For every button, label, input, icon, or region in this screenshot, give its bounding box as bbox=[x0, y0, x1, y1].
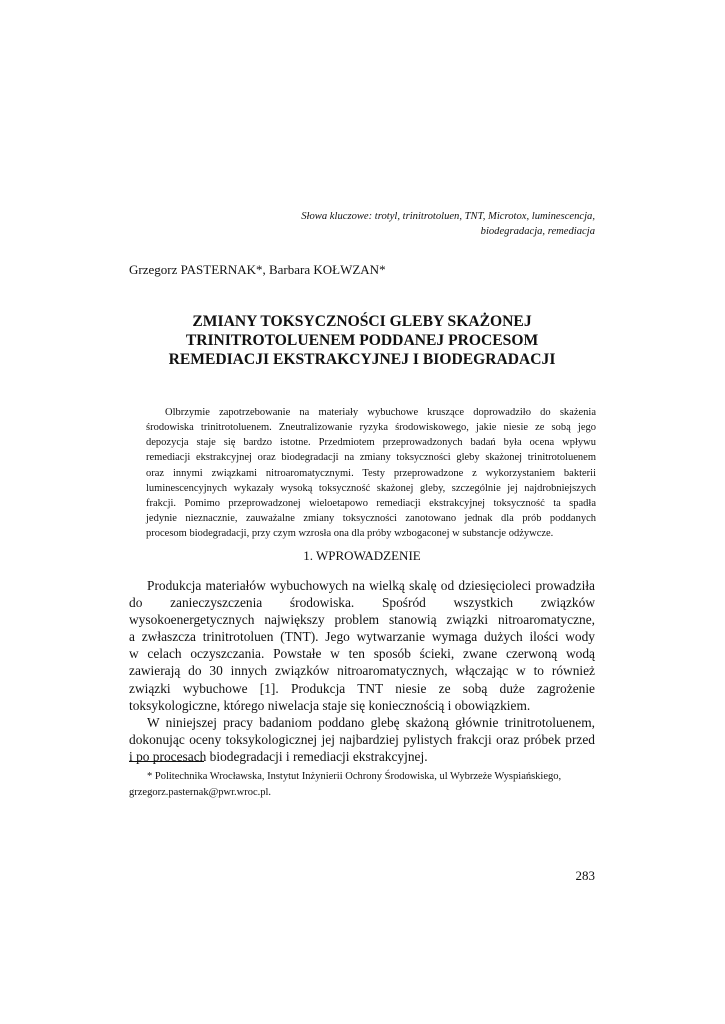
title-line: TRINITROTOLUENEM PODDANEJ PROCESOM bbox=[185, 332, 539, 349]
abstract-line: jedynie nieznacznie, zauważalne zmiany toksyczności zanotowano jednak dla prób poddanych bbox=[146, 513, 596, 525]
body-line: W niniejszej pracy badaniom poddano glebę skażoną głównie trinitrotoluenem, bbox=[147, 714, 595, 730]
keywords-line: Słowa kluczowe: trotyl, trinitrotoluen, TNT, Microtox, luminescencja, bbox=[301, 211, 595, 222]
body-line: a zwłaszcza trinitrotoluen (TNT). Jego wytwarzanie wymaga dużych ilości wody bbox=[129, 629, 595, 645]
footnote-divider bbox=[129, 761, 204, 762]
abstract-line: luminescencyjnych wykazały wysoką toksyczność skażonej gleby, szczególnie jej najdrobniejszych bbox=[146, 482, 596, 494]
abstract-line: depozycja staje się bardzo istotne. Przedmiotem przeprowadzonych badań była ocena wpływu bbox=[146, 437, 596, 449]
authors: Grzegorz PASTERNAK*, Barbara KOŁWZAN* bbox=[129, 262, 386, 277]
title-line: REMEDIACJI EKSTRAKCYJNEJ I BIODEGRADACJI bbox=[168, 351, 556, 368]
page-number: 283 bbox=[575, 868, 595, 883]
body-line: wysokoenergetycznych największy problem stanowią związki nitroaromatyczne, bbox=[129, 612, 595, 628]
section-heading: 1. WPROWADZENIE bbox=[303, 548, 421, 563]
body-line: związki wybuchowe [1]. Produkcja TNT niesie ze sobą duże zagrożenie bbox=[129, 680, 595, 696]
body-text bbox=[129, 577, 595, 765]
body-line: i po procesach biodegradacji i remediacji ekstrakcyjnej. bbox=[129, 748, 428, 764]
footnote bbox=[129, 769, 595, 800]
body-line: zawierają do 30 innych związków nitroaromatycznych, włączając w to również bbox=[129, 663, 595, 679]
keywords-line: biodegradacja, remediacja bbox=[480, 226, 595, 237]
body-line: Produkcja materiałów wybuchowych na wielką skalę od dziesięcioleci prowadziła bbox=[147, 578, 595, 593]
body-line: toksykologiczne, którego niwelacja staje się koniecznością i obowiązkiem. bbox=[129, 697, 531, 713]
keywords bbox=[250, 209, 595, 239]
paper-title bbox=[129, 312, 595, 369]
title-line: ZMIANY TOKSYCZNOŚCI GLEBY SKAŻONEJ bbox=[192, 313, 532, 330]
abstract bbox=[146, 405, 596, 541]
abstract-line: Olbrzymie zapotrzebowanie na materiały wybuchowe kruszące doprowadziło do skażenia bbox=[165, 407, 596, 418]
abstract-line: procesom biodegradacji, przy czym wzrosła ona dla próby wzbogaconej w substancje odżywcze. bbox=[146, 528, 554, 540]
body-line: w celach oczyszczania. Powstałe w ten sposób ścieki, zwane czerwoną wodą bbox=[129, 646, 595, 662]
abstract-line: frakcji. Pomimo przeprowadzonej wieloetapowo remediacji ekstrakcyjnej toksyczność ta spadła bbox=[146, 497, 596, 509]
footnote-email: grzegorz.pasternak@pwr.wroc.pl. bbox=[129, 786, 272, 798]
footnote-affiliation: * Politechnika Wrocławska, Instytut Inżynierii Ochrony Środowiska, ul Wybrzeże Wyspiańskiego, bbox=[147, 771, 562, 782]
abstract-line: oraz innymi związkami nitroaromatycznymi. Testy przeprowadzone z wykorzystaniem bakterii bbox=[146, 467, 596, 479]
abstract-line: środowiska trinitrotoluenem. Zneutralizowanie ryzyka środowiskowego, jakie niesie ze sobą jego bbox=[146, 422, 596, 434]
body-line: dokonując oceny toksykologicznej jej najbardziej pylistych frakcji oraz próbek przed bbox=[129, 731, 595, 747]
body-line: do zanieczyszczenia środowiska. Spośród wszystkich związków bbox=[129, 595, 595, 611]
abstract-line: remediacji ekstrakcyjnej oraz biodegradacji na zmiany toksyczności gleby skażonej trinitrotoluenem bbox=[146, 452, 596, 464]
